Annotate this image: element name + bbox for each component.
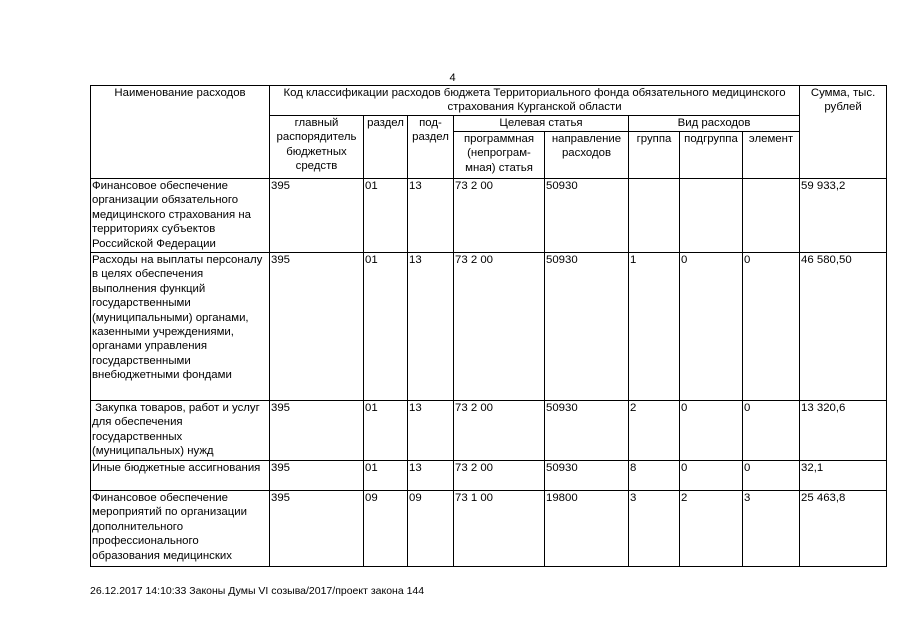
row-sum: 32,1 [800,461,887,491]
row-sum: 13 320,6 [800,401,887,461]
row-group: 3 [629,491,680,567]
row-subgroup: 0 [680,401,743,461]
row-manager: 395 [270,179,364,253]
row-program: 73 1 00 [454,491,545,567]
row-subsection: 13 [408,461,454,491]
row-manager: 395 [270,401,364,461]
page-number: 4 [449,72,456,84]
row-name: Финансовое обеспечение мероприятий по организации дополнительного профессионального образования медицинских [91,491,270,567]
row-element: 0 [743,253,800,401]
row-group [629,179,680,253]
row-group: 1 [629,253,680,401]
budget-table [90,85,887,567]
row-sum: 25 463,8 [800,491,887,567]
header-element: элемент [743,132,800,179]
row-manager: 395 [270,491,364,567]
row-manager: 395 [270,253,364,401]
row-section: 01 [364,401,408,461]
row-program: 73 2 00 [454,401,545,461]
row-element [743,179,800,253]
table-row [91,179,887,253]
row-name: Расходы на выплаты персоналу в целях обеспечения выполнения функций государственными (муниципальными) органами, казенными учреждениями, органами управления государственными внебюджетными фондами [91,253,270,401]
row-section: 01 [364,179,408,253]
table-row [91,253,887,401]
row-sum: 59 933,2 [800,179,887,253]
header-name: Наименование расходов [91,86,270,179]
row-direction: 19800 [545,491,629,567]
row-subgroup [680,179,743,253]
row-subgroup: 0 [680,461,743,491]
row-section: 01 [364,461,408,491]
row-subsection: 09 [408,491,454,567]
row-group: 2 [629,401,680,461]
row-name: Финансовое обеспечение организации обязательного медицинского страхования на территориях субъектов Российской Федерации [91,179,270,253]
row-element: 0 [743,461,800,491]
row-direction: 50930 [545,461,629,491]
row-name: Иные бюджетные ассигнования [91,461,270,491]
row-program: 73 2 00 [454,461,545,491]
row-name: Закупка товаров, работ и услуг для обеспечения государственных (муниципальных) нужд [91,401,270,461]
table-row [91,401,887,461]
document-footer: 26.12.2017 14:10:33 Законы Думы VI созыва/2017/проект закона 144 [90,585,425,597]
row-manager: 395 [270,461,364,491]
row-section: 01 [364,253,408,401]
row-subgroup: 2 [680,491,743,567]
header-expense-type: Вид расходов [629,116,800,132]
row-program: 73 2 00 [454,253,545,401]
header-subsection: под-раздел [408,116,454,179]
row-program: 73 2 00 [454,179,545,253]
row-direction: 50930 [545,253,629,401]
row-element: 3 [743,491,800,567]
row-element: 0 [743,401,800,461]
header-section: раздел [364,116,408,179]
row-subsection: 13 [408,401,454,461]
row-direction: 50930 [545,179,629,253]
row-subgroup: 0 [680,253,743,401]
header-direction: направление расходов [545,132,629,179]
row-sum: 46 580,50 [800,253,887,401]
row-subsection: 13 [408,179,454,253]
header-target-article: Целевая статья [454,116,629,132]
header-sum: Сумма, тыс. рублей [800,86,887,179]
header-code: Код классификации расходов бюджета Территориального фонда обязательного медицинского страхования Курганской области [270,86,800,116]
table-row [91,461,887,491]
header-group: группа [629,132,680,179]
row-subsection: 13 [408,253,454,401]
row-direction: 50930 [545,401,629,461]
header-main-manager: главный распорядитель бюджетных средств [270,116,364,179]
row-section: 09 [364,491,408,567]
header-program: программная (непрограм-мная) статья [454,132,545,179]
row-group: 8 [629,461,680,491]
header-subgroup: подгруппа [680,132,743,179]
table-row [91,491,887,567]
